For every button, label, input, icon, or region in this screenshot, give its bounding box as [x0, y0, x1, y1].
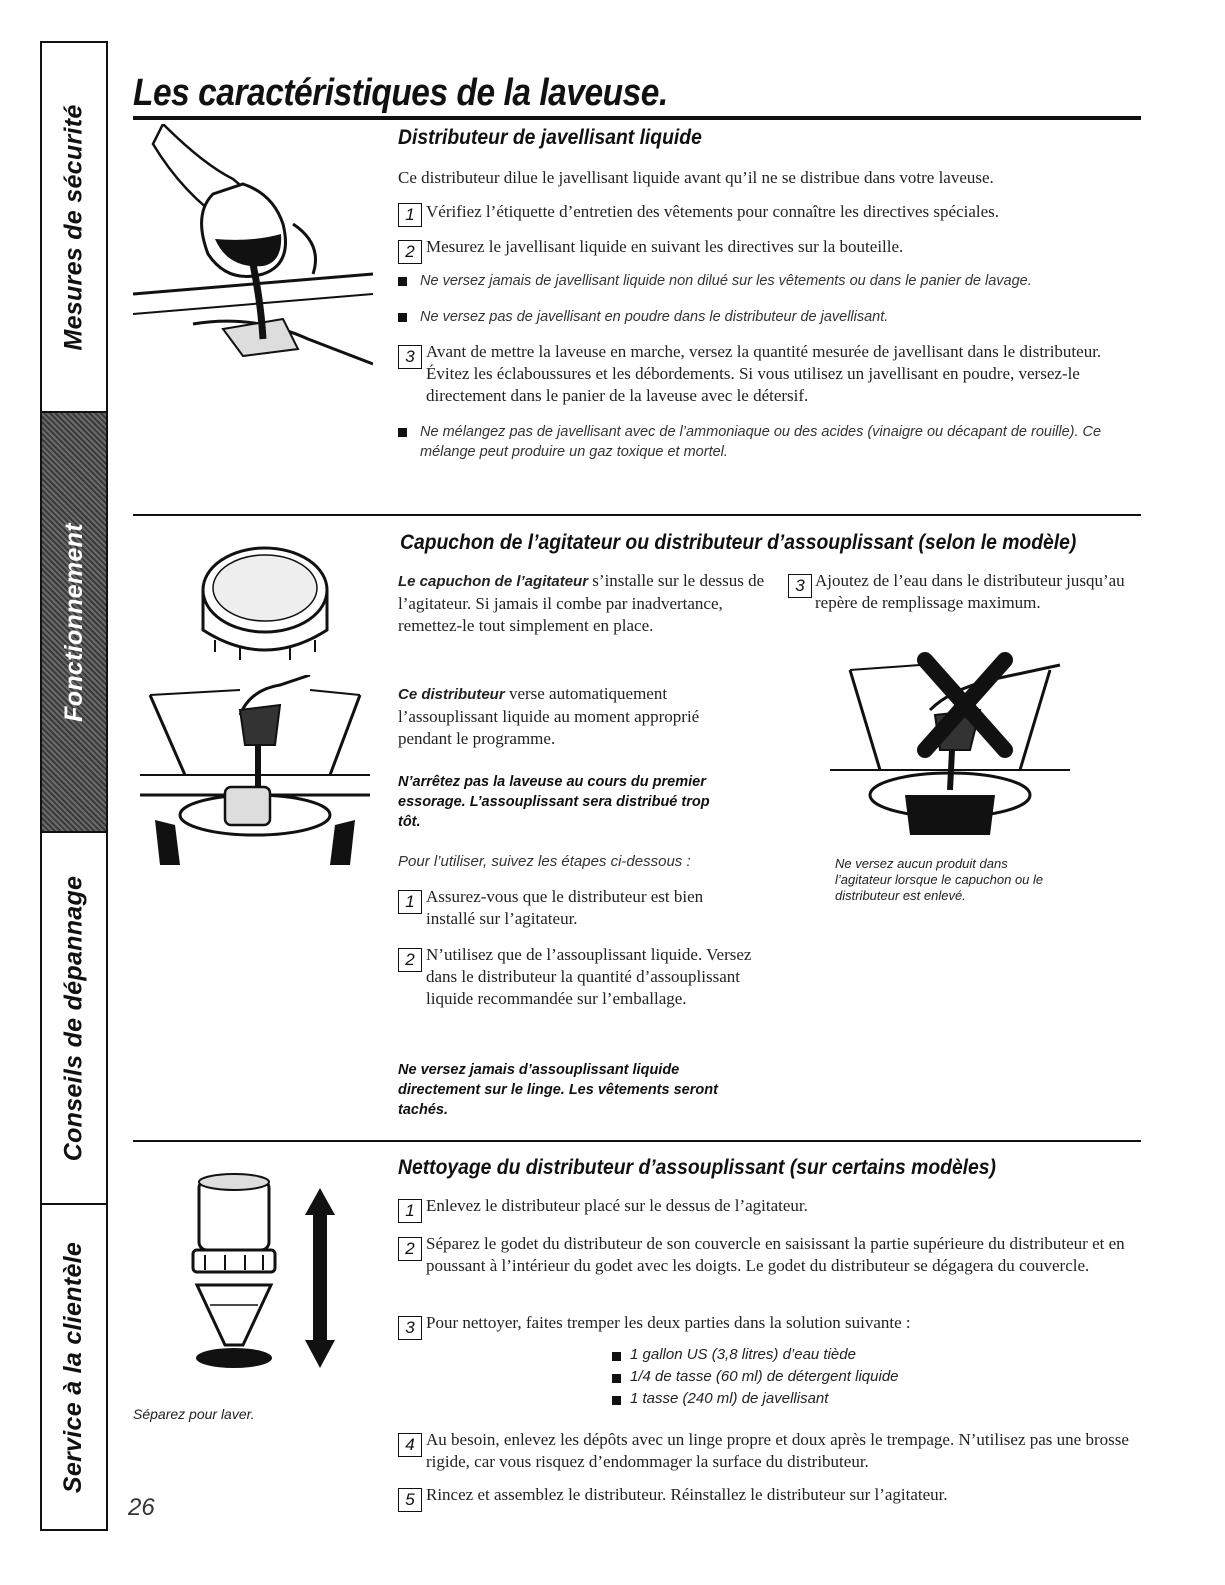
bleach-pouring-illustration [133, 124, 373, 374]
section3-step5: Rincez et assemblez le distributeur. Réinstallez le distributeur sur l’agitateur. [426, 1485, 948, 1504]
softener-pouring-illustration [140, 675, 370, 865]
section1-step1: Vérifiez l’étiquette d’entretien des vêtements pour connaître les directives spéciales. [426, 202, 1000, 221]
step-5-icon: 5 [398, 1488, 422, 1512]
section2-warning-bold: N’arrêtez pas la laveuse au cours du premier essorage. L’assouplissant sera distribué trop tôt. [398, 774, 710, 830]
solution-item-1: 1 gallon US (3,8 litres) d’eau tiède [630, 1346, 856, 1363]
section1-step3: Avant de mettre la laveuse en marche, versez la quantité mesurée de javellisant dans le distributeur. Évitez les éclaboussures et les débordements. Si vous utilisez un javellisant en poudre, versez-le directement dans le panier de la laveuse avec le détersif. [426, 342, 1102, 405]
para2-lead: Ce distributeur [398, 686, 505, 703]
solution-item-3: 1 tasse (240 ml) de javellisant [630, 1390, 829, 1407]
section2-caption: Ne versez aucun produit dans l’agitateur lorsque le capuchon ou le distributeur est enlevé. [835, 856, 1044, 903]
step-1-icon: 1 [398, 890, 422, 914]
dispenser-parts-illustration [185, 1170, 345, 1380]
tab-label: Fonctionnement [59, 522, 88, 722]
bullet-icon [612, 1396, 621, 1405]
bullet-icon [398, 428, 407, 437]
section2-heading: Capuchon de l’agitateur ou distributeur d’assouplissant (selon le modèle) [400, 531, 1077, 554]
section2-para2 [398, 683, 728, 750]
section3-step4: Au besoin, enlevez les dépôts avec un linge propre et doux après le trempage. N’utilisez pas une brosse rigide, car vous risquez d’endommager la surface du distributeur. [426, 1430, 1129, 1471]
side-tab-strip [40, 41, 108, 1531]
step-3-icon: 3 [398, 345, 422, 369]
step-1-icon: 1 [398, 203, 422, 227]
section3-step1: Enlevez le distributeur placé sur le dessus de l’agitateur. [426, 1196, 808, 1215]
section3-caption: Séparez pour laver. [133, 1406, 255, 1422]
tab-service-a-la-clientele[interactable] [42, 1205, 106, 1529]
step-3-icon: 3 [788, 574, 812, 598]
section3-step2: Séparez le godet du distributeur de son couvercle en saisissant la partie supérieure du distributeur et en poussant à l’intérieur du godet avec les doigts. Le godet du distributeur se dégagera du couvercle. [426, 1234, 1125, 1275]
no-pour-agitator-illustration [830, 640, 1070, 840]
bullet-icon [398, 277, 407, 286]
section1-warning1: Ne versez jamais de javellisant liquide non dilué sur les vêtements ou dans le panier de lavage. [420, 273, 1032, 289]
section2-para1 [398, 570, 768, 637]
tab-label: Mesures de sécurité [59, 103, 88, 351]
tab-conseils-de-depannage[interactable] [42, 833, 106, 1205]
section2-instruction: Pour l’utiliser, suivez les étapes ci-dessous : [398, 853, 691, 870]
page-number: 26 [128, 1494, 155, 1521]
step-4-icon: 4 [398, 1433, 422, 1457]
tab-mesures-de-securite[interactable] [42, 43, 106, 413]
section3-step3: Pour nettoyer, faites tremper les deux parties dans la solution suivante : [426, 1313, 911, 1332]
section2-step1: Assurez-vous que le distributeur est bien installé sur l’agitateur. [426, 887, 704, 928]
section-divider [133, 514, 1141, 516]
para1-lead: Le capuchon de l’agitateur [398, 573, 589, 590]
tab-label: Service à la clientèle [59, 1241, 88, 1493]
page-title: Les caractéristiques de la laveuse. [133, 72, 668, 114]
section1-warning3: Ne mélangez pas de javellisant avec de l’ammoniaque ou des acides (vinaigre ou décapant de rouille). Ce mélange peut produire un gaz toxique et mortel. [420, 424, 1102, 460]
section3-heading: Nettoyage du distributeur d’assouplissant (sur certains modèles) [398, 1156, 996, 1179]
step-3-icon: 3 [398, 1316, 422, 1340]
para2-rest: verse automatiquement l’assouplissant liquide au moment approprié pendant le programme. [398, 684, 700, 748]
step-2-icon: 2 [398, 948, 422, 972]
agitator-cap-illustration [140, 530, 370, 680]
title-rule [133, 116, 1141, 120]
bullet-icon [612, 1352, 621, 1361]
bullet-icon [612, 1374, 621, 1383]
section1-step2: Mesurez le javellisant liquide en suivant les directives sur la bouteille. [426, 237, 904, 256]
section1-heading: Distributeur de javellisant liquide [398, 126, 702, 149]
section2-step3: Ajoutez de l’eau dans le distributeur jusqu’au repère de remplissage maximum. [815, 571, 1125, 612]
section2-step2: N’utilisez que de l’assouplissant liquide. Versez dans le distributeur la quantité d’assouplissant liquide recommandée sur l’emballage. [426, 945, 752, 1008]
section-divider [133, 1140, 1141, 1142]
tab-label: Conseils de dépannage [59, 875, 88, 1161]
tab-fonctionnement[interactable] [42, 413, 106, 833]
section1-warning2: Ne versez pas de javellisant en poudre dans le distributeur de javellisant. [420, 309, 889, 325]
solution-item-2: 1/4 de tasse (60 ml) de détergent liquide [630, 1368, 899, 1385]
section2-warning-bottom: Ne versez jamais d’assouplissant liquide directement sur le linge. Les vêtements seront tachés. [398, 1062, 718, 1118]
step-1-icon: 1 [398, 1199, 422, 1223]
step-2-icon: 2 [398, 1237, 422, 1261]
bullet-icon [398, 313, 407, 322]
step-2-icon: 2 [398, 240, 422, 264]
section1-intro: Ce distributeur dilue le javellisant liquide avant qu’il ne se distribue dans votre laveuse. [398, 168, 994, 187]
para1-rest: s’installe sur le dessus de l’agitateur. Si jamais il combe par inadvertance, remettez-le tout simplement en place. [398, 571, 765, 635]
